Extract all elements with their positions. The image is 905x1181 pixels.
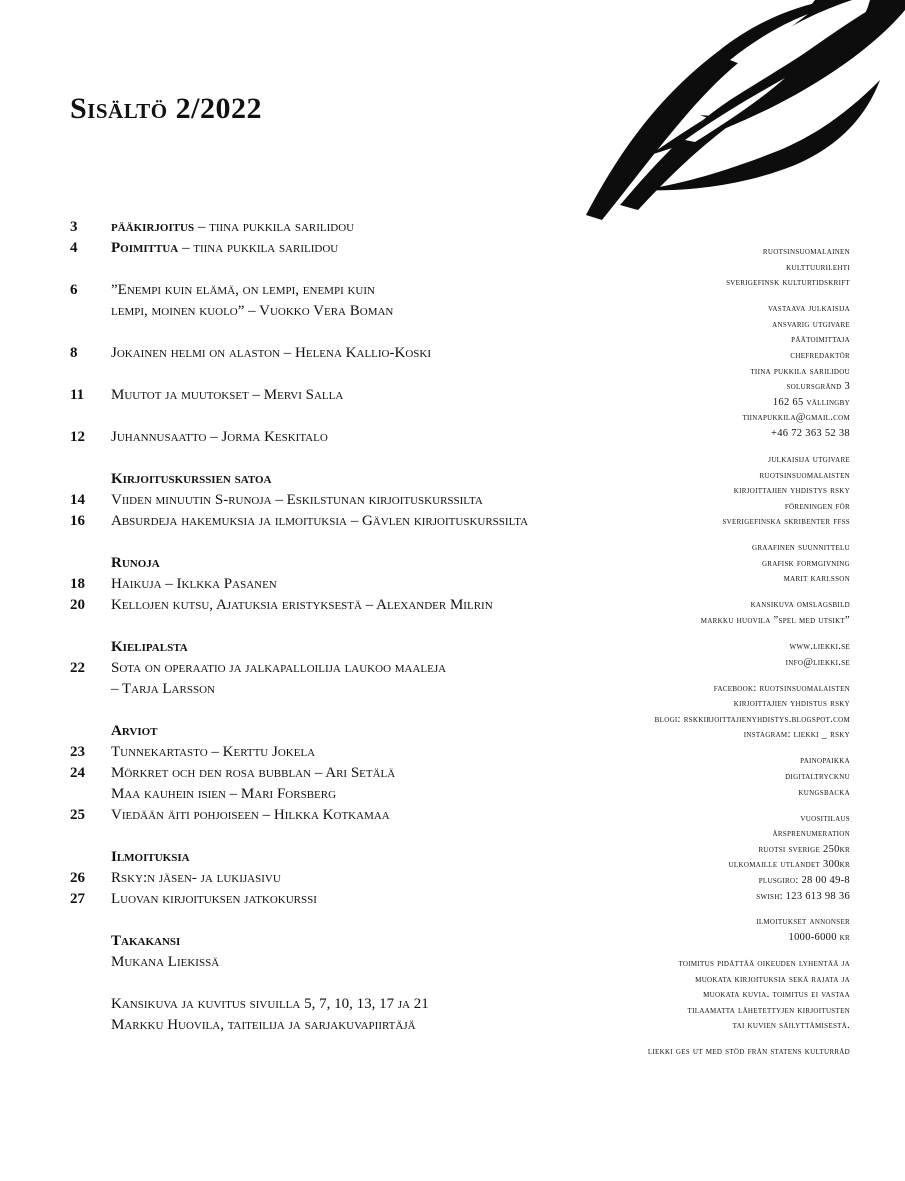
- toc-page-number: 27: [70, 891, 85, 907]
- toc-page-number: 16: [70, 513, 85, 529]
- toc-entry: [70, 658, 590, 679]
- toc-entry-title: Jokainen helmi on alaston – Helena Kallio-Koski: [111, 345, 431, 361]
- colophon-line: chefredaktör: [790, 349, 850, 361]
- colophon-line: swish: 123 613 98 36: [756, 890, 850, 902]
- colophon-line: ilmoitukset annonser: [756, 916, 850, 928]
- toc-entry: [70, 889, 590, 910]
- colophon-line: tai kuvien säilyttämisestä.: [732, 1020, 850, 1032]
- colophon-gap: [590, 530, 850, 540]
- toc-page-number: [70, 469, 111, 490]
- toc-entry: [70, 742, 590, 763]
- toc-entry-text: [111, 763, 590, 784]
- toc-entry-title: – tiina pukkila sarilidou: [194, 219, 355, 235]
- colophon-line: blogi: rskkirjoittajienyhdistys.blogspot.com: [654, 713, 850, 725]
- toc-section-heading: pääkirjoitus: [111, 219, 195, 235]
- toc-spacer: [70, 406, 590, 427]
- colophon-line: kulttuurilehti: [786, 261, 850, 273]
- toc-page-number: [70, 1015, 111, 1036]
- toc-page-number: [70, 553, 111, 574]
- colophon-gap: [590, 670, 850, 680]
- toc-page-number: 4: [70, 240, 78, 256]
- toc-section-heading: Kielipalsta: [111, 639, 188, 655]
- colophon-line: 1000-6000 kr: [788, 932, 850, 944]
- table-of-contents: [70, 217, 590, 1036]
- toc-spacer: [70, 973, 590, 994]
- toc-entry: [70, 469, 590, 490]
- colophon-gap: [590, 743, 850, 753]
- colophon-line: ansvarig utgivare: [772, 318, 850, 330]
- toc-entry: [70, 931, 590, 952]
- toc-section-heading: Runoja: [111, 555, 160, 571]
- toc-entry: [70, 427, 590, 448]
- toc-page-number: [70, 637, 111, 658]
- toc-entry-text: [111, 847, 590, 868]
- toc-entry-title: Viedään äiti pohjoiseen – Hilkka Kotkamaa: [111, 807, 390, 823]
- toc-spacer: [70, 322, 590, 343]
- colophon-gap: [590, 442, 850, 452]
- toc-entry-title: – Tarja Larsson: [111, 681, 215, 697]
- colophon-line: 162 65 vällingby: [772, 396, 850, 408]
- toc-entry-title: Maa kauhein isien – Mari Forsberg: [111, 786, 337, 802]
- colophon-line: kirjoittajien yhdistus rsky: [733, 698, 850, 710]
- toc-spacer: [70, 616, 590, 637]
- toc-section-heading: Takakansi: [111, 933, 181, 949]
- toc-entry-text: [111, 385, 590, 406]
- colophon-line: vuositilaus: [800, 812, 850, 824]
- toc-spacer: [70, 259, 590, 280]
- colophon-line: sverigefinska skribenter ffss: [722, 516, 850, 528]
- toc-entry: [70, 721, 590, 742]
- toc-page-number: 12: [70, 429, 85, 445]
- toc-entry-title: Absurdeja hakemuksia ja ilmoituksia – Gävlen kirjoituskurssilta: [111, 513, 529, 529]
- toc-entry: [70, 1015, 590, 1036]
- toc-spacer: [70, 364, 590, 385]
- toc-spacer: [70, 826, 590, 847]
- toc-page-number: [70, 679, 111, 700]
- colophon-line: päätoimittaja: [791, 334, 850, 346]
- toc-entry-text: [111, 343, 590, 364]
- colophon-line: julkaisija utgivare: [768, 453, 850, 465]
- toc-entry: [70, 847, 590, 868]
- colophon-line: tilaamatta lähetettyjen kirjoitusten: [687, 1004, 850, 1016]
- colophon-line: grafisk formgivning: [761, 557, 850, 569]
- page-title: Sisältö 2/2022: [70, 92, 262, 125]
- toc-entry-text: [111, 637, 590, 658]
- toc-entry-title: Tunnekartasto – Kerttu Jokela: [111, 744, 316, 760]
- colophon-line: föreningen för: [784, 500, 850, 512]
- colophon-gap: [590, 946, 850, 956]
- toc-entry-text: [111, 805, 590, 826]
- colophon-line: tiinapukkila@gmail.com: [742, 412, 850, 424]
- colophon: [590, 244, 850, 1060]
- toc-entry: [70, 679, 590, 700]
- toc-entry-text: [111, 553, 590, 574]
- toc-entry-title: Kansikuva ja kuvitus sivuilla 5, 7, 10, 13, 17 ja 21: [111, 996, 429, 1012]
- toc-entry-text: [111, 784, 590, 805]
- colophon-line: ruotsinsuomalainen: [762, 246, 850, 257]
- toc-entry-text: [111, 889, 590, 910]
- toc-entry-text: [111, 658, 590, 679]
- colophon-gap: [590, 1034, 850, 1044]
- colophon-line: ulkomaille utlandet 300kr: [728, 859, 850, 871]
- toc-entry: [70, 994, 590, 1015]
- colophon-line: ruotsinsuomalaisten: [759, 469, 850, 481]
- toc-entry-text: [111, 238, 590, 259]
- toc-page-number: 6: [70, 282, 78, 298]
- toc-entry-title: Sota on operaatio ja jalkapalloilija laukoo maaleja: [111, 660, 447, 676]
- colophon-line: kansikuva omslagsbild: [750, 599, 850, 611]
- colophon-line: ruotsi sverige 250kr: [758, 843, 850, 855]
- toc-page-number: 26: [70, 870, 85, 886]
- toc-entry-title: Haikuja – Iklkka Pasanen: [111, 576, 277, 592]
- toc-entry-text: [111, 490, 590, 511]
- toc-entry-text: [111, 280, 590, 301]
- colophon-line: www.liekki.se: [789, 641, 850, 653]
- colophon-line: muokata kirjoituksia sekä rajata ja: [695, 973, 850, 985]
- toc-entry-text: [111, 469, 590, 490]
- toc-page-number: [70, 301, 111, 322]
- colophon-line: muokata kuvia. toimitus ei vastaa: [703, 989, 850, 1001]
- toc-entry-title: Rsky:n jäsen- ja lukijasivu: [111, 870, 281, 886]
- toc-entry: [70, 490, 590, 511]
- toc-entry-title: – tiina pukkila sarilidou: [178, 240, 339, 256]
- toc-entry: [70, 637, 590, 658]
- toc-entry-title: Viiden minuutin S-runoja – Eskilstunan kirjoituskurssilta: [111, 492, 483, 508]
- colophon-gap: [590, 904, 850, 914]
- colophon-line: painopaikka: [800, 755, 850, 767]
- toc-entry-title: Kellojen kutsu, Ajatuksia eristyksestä – Alexander Milrin: [111, 597, 493, 613]
- toc-entry-text: [111, 952, 590, 973]
- toc-entry: [70, 952, 590, 973]
- colophon-line: graafinen suunnittelu: [752, 542, 850, 554]
- toc-spacer: [70, 532, 590, 553]
- toc-entry: [70, 574, 590, 595]
- colophon-line: facebook: ruotsinsuomalaisten: [713, 682, 850, 694]
- toc-page-number: [70, 952, 111, 973]
- toc-section-heading: Poimittua: [111, 240, 179, 256]
- colophon-line: årsprenumeration: [772, 828, 850, 840]
- colophon-line: sverigefinsk kulturtidskrift: [726, 277, 850, 289]
- toc-entry-text: [111, 994, 590, 1015]
- toc-page-number: 11: [70, 387, 85, 403]
- toc-entry-title: Juhannusaatto – Jorma Keskitalo: [111, 429, 328, 445]
- toc-page-number: [70, 931, 111, 952]
- toc-entry: [70, 595, 590, 616]
- toc-entry-title: Markku Huovila, taiteilija ja sarjakuvapiirtäjä: [111, 1017, 416, 1033]
- toc-section-heading: Kirjoituskurssien satoa: [111, 471, 272, 487]
- colophon-line: markku huovila ”spel med utsikt”: [700, 615, 850, 627]
- colophon-line: tiina pukkila sarilidou: [750, 365, 850, 377]
- toc-page-number: 3: [70, 219, 78, 235]
- toc-entry-title: Muutot ja muutokset – Mervi Salla: [111, 387, 344, 403]
- toc-entry-title: Mörkret och den rosa bubblan – Ari Setälä: [111, 765, 396, 781]
- toc-entry-title: lempi, moinen kuolo” – Vuokko Vera Boman: [111, 303, 394, 319]
- colophon-line: plusgiro: 28 00 49-8: [758, 874, 850, 886]
- toc-entry: [70, 805, 590, 826]
- colophon-line: kirjoittajien yhdistys rsky: [733, 485, 850, 497]
- toc-entry-text: [111, 301, 590, 322]
- toc-entry: [70, 385, 590, 406]
- toc-page-number: 23: [70, 744, 85, 760]
- flame-logo: [580, 0, 905, 225]
- toc-entry-text: [111, 868, 590, 889]
- toc-page-number: [70, 784, 111, 805]
- toc-entry: [70, 763, 590, 784]
- colophon-line: solursgränd 3: [786, 381, 850, 393]
- toc-page-number: 22: [70, 660, 85, 676]
- toc-entry-text: [111, 427, 590, 448]
- colophon-gap: [590, 800, 850, 810]
- toc-page-number: 18: [70, 576, 85, 592]
- colophon-gap: [590, 629, 850, 639]
- colophon-line: vastaava julkaisija: [767, 303, 850, 315]
- colophon-line: instagram: liekki _ rsky: [743, 729, 850, 741]
- toc-spacer: [70, 700, 590, 721]
- colophon-line: digitaltrycknu: [785, 770, 850, 782]
- colophon-gap: [590, 587, 850, 597]
- toc-entry-title: Mukana Liekissä: [111, 954, 220, 970]
- toc-entry-text: [111, 679, 590, 700]
- toc-entry: [70, 280, 590, 301]
- toc-page-number: 8: [70, 345, 78, 361]
- toc-entry: [70, 784, 590, 805]
- toc-entry: [70, 217, 590, 238]
- toc-entry-text: [111, 742, 590, 763]
- colophon-gap: [590, 291, 850, 301]
- toc-entry: [70, 343, 590, 364]
- toc-entry-title: Luovan kirjoituksen jatkokurssi: [111, 891, 317, 907]
- toc-entry: [70, 238, 590, 259]
- toc-entry-text: [111, 217, 590, 238]
- toc-page-number: [70, 994, 111, 1015]
- toc-section-heading: Arviot: [111, 723, 158, 739]
- toc-entry: [70, 511, 590, 532]
- toc-page-number: 14: [70, 492, 85, 508]
- toc-entry-text: [111, 931, 590, 952]
- toc-entry: [70, 301, 590, 322]
- colophon-line: marit karlsson: [783, 573, 850, 585]
- toc-section-heading: Ilmoituksia: [111, 849, 190, 865]
- toc-page-number: 25: [70, 807, 85, 823]
- toc-spacer: [70, 448, 590, 469]
- toc-entry-text: [111, 1015, 590, 1036]
- toc-page-number: [70, 721, 111, 742]
- colophon-line: liekki ges ut med stöd från statens kulturråd: [647, 1046, 850, 1058]
- toc-spacer: [70, 910, 590, 931]
- colophon-line: kungsbacka: [798, 786, 850, 798]
- toc-entry-text: [111, 721, 590, 742]
- toc-entry-text: [111, 511, 590, 532]
- toc-entry-text: [111, 595, 590, 616]
- toc-entry-title: ”Enempi kuin elämä, on lempi, enempi kuin: [111, 282, 375, 298]
- toc-page-number: [70, 847, 111, 868]
- colophon-line: toimitus pidättää oikeuden lyhentää ja: [678, 958, 850, 970]
- toc-entry: [70, 553, 590, 574]
- toc-entry-text: [111, 574, 590, 595]
- toc-page-number: 20: [70, 597, 85, 613]
- toc-entry: [70, 868, 590, 889]
- colophon-line: info@liekki.se: [785, 656, 850, 668]
- colophon-line: +46 72 363 52 38: [771, 427, 850, 439]
- toc-page-number: 24: [70, 765, 85, 781]
